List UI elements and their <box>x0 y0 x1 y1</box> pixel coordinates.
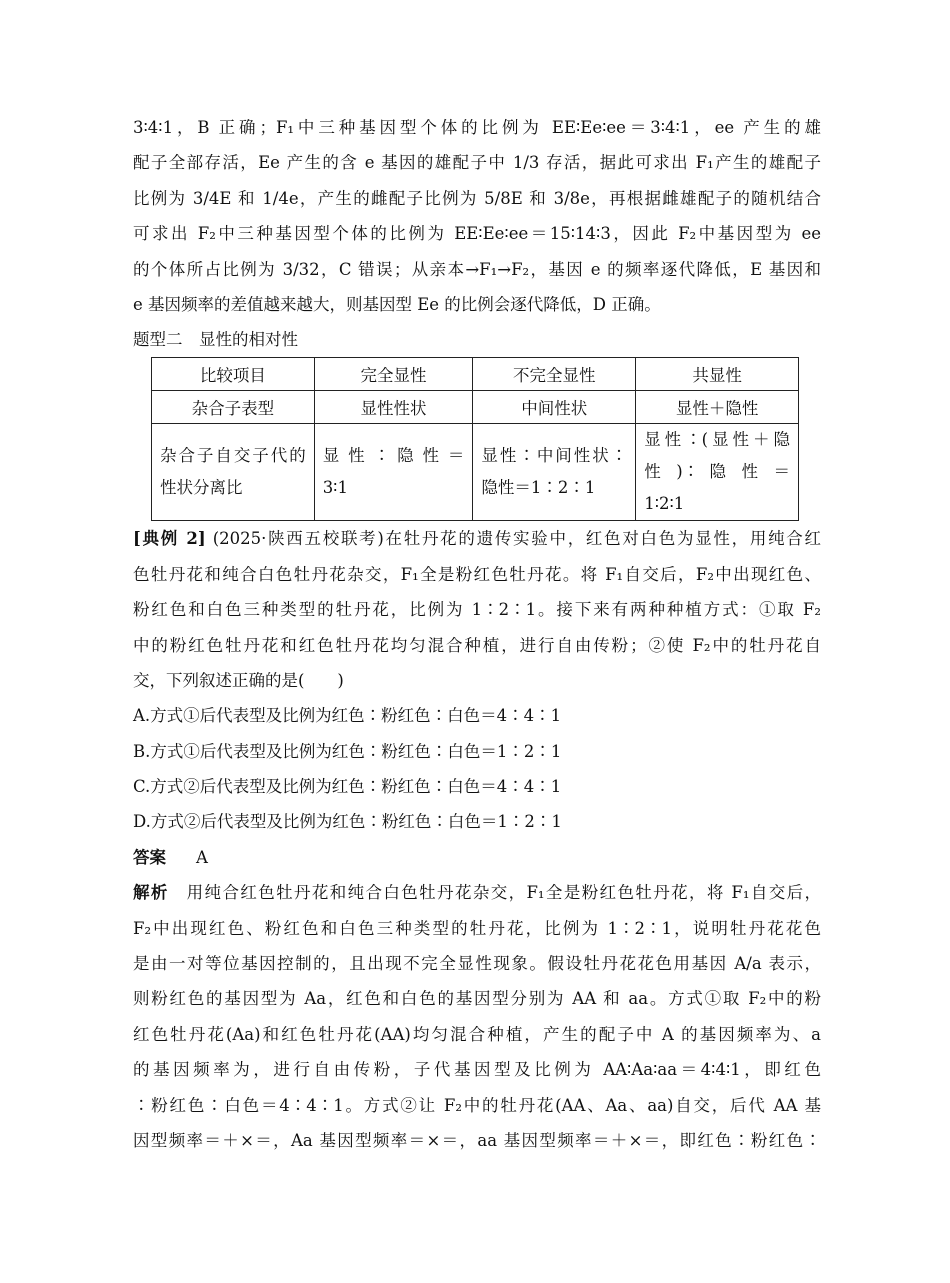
options-list <box>133 698 821 840</box>
table-cell <box>152 424 315 521</box>
table-cell <box>314 424 473 521</box>
text-line: 色牡丹花和纯合白色牡丹花杂交，F₁全是粉红色牡丹花。将 F₁自交后，F₂中出现红色、 <box>133 564 821 584</box>
paragraph-continuation <box>133 110 821 322</box>
example-question <box>133 521 821 698</box>
text-line: 的基因频率为，进行自由传粉，子代基因型及比例为 AA∶Aa∶aa＝4∶4∶1，即红色 <box>133 1060 821 1080</box>
table-cell: 中间性状 <box>473 391 636 424</box>
text-line: 的个体所占比例为 3/32，C 错误；从亲本→F₁→F₂，基因 e 的频率逐代降低，E 基因和 <box>133 259 821 279</box>
text-line: 是由一对等位基因控制的，且出现不完全显性现象。假设牡丹花花色用基因 A/a 表示， <box>133 954 821 974</box>
text-line: ∶粉红色∶白色＝4∶4∶1。方式②让 F₂中的牡丹花(AA、Aa、aa)自交，后代 AA 基 <box>133 1095 821 1115</box>
cell-line: 显性∶(显性＋隐 <box>644 430 790 450</box>
document-page <box>133 110 821 1158</box>
table-header-cell: 比较项目 <box>152 358 315 391</box>
table-cell: 显性性状 <box>314 391 473 424</box>
cell-line: 隐性＝1∶2∶1 <box>481 478 596 498</box>
cell-line: 显 性 ∶ 隐 性 ＝ <box>322 446 465 466</box>
table-header-cell: 不完全显性 <box>473 358 636 391</box>
cell-line: 性状分离比 <box>160 478 243 498</box>
cell-line: 性 )∶ 隐 性 ＝ <box>644 462 790 482</box>
text-line: 则粉红色的基因型为 Aa，红色和白色的基因型分别为 AA 和 aa。方式①取 F₂中的粉 <box>133 989 821 1009</box>
table-cell <box>636 424 799 521</box>
table-row <box>152 424 799 521</box>
option-d: D.方式②后代表型及比例为红色∶粉红色∶白色＝1∶2∶1 <box>133 812 562 832</box>
text-line <box>133 521 821 556</box>
cell-line: 1∶2∶1 <box>644 494 685 514</box>
comparison-table <box>151 357 799 521</box>
answer-line <box>133 840 821 875</box>
option-b: B.方式①后代表型及比例为红色∶粉红色∶白色＝1∶2∶1 <box>133 741 562 761</box>
text-line: 比例为 3/4E 和 1/4e，产生的雌配子比例为 5/8E 和 3/8e，再根据雌雄配子的随机结合 <box>133 188 821 208</box>
text-line <box>133 875 821 910</box>
section-title: 题型二 显性的相对性 <box>133 330 298 350</box>
analysis-text: 用纯合红色牡丹花和纯合白色牡丹花杂交，F₁全是粉红色牡丹花，将 F₁自交后， <box>186 883 822 903</box>
table-cell: 杂合子表型 <box>152 391 315 424</box>
table-header-cell: 共显性 <box>636 358 799 391</box>
answer-value: A <box>196 847 208 867</box>
analysis-label: 解析 <box>133 883 169 903</box>
example-text: (2025·陕西五校联考)在牡丹花的遗传实验中，红色对白色为显性，用纯合红 <box>212 529 821 549</box>
analysis <box>133 875 821 1158</box>
table-row <box>152 391 799 424</box>
table-cell: 显性＋隐性 <box>636 391 799 424</box>
example-tag: [典例 2] <box>133 529 206 549</box>
answer-label: 答案 <box>133 847 166 867</box>
text-line: e 基因频率的差值越来越大，则基因型 Ee 的比例会逐代降低，D 正确。 <box>133 294 661 314</box>
table-header-row <box>152 358 799 391</box>
text-line: 交，下列叙述正确的是( ) <box>133 670 344 690</box>
text-line: 因型频率＝＋×＝，Aa 基因型频率＝×＝，aa 基因型频率＝＋×＝，即红色∶粉红色∶ <box>133 1130 821 1150</box>
cell-line: 显性∶中间性状∶ <box>481 446 628 466</box>
text-line: 3∶4∶1，B 正确；F₁中三种基因型个体的比例为 EE∶Ee∶ee＝3∶4∶1，ee 产生的雄 <box>133 118 821 137</box>
text-line: F₂中出现红色、粉红色和白色三种类型的牡丹花，比例为 1∶2∶1，说明牡丹花花色 <box>133 918 821 938</box>
table-cell <box>473 424 636 521</box>
cell-line: 3∶1 <box>322 478 348 498</box>
text-line: 粉红色和白色三种类型的牡丹花，比例为 1∶2∶1。接下来有两种种植方式：①取 F₂ <box>133 600 821 620</box>
option-a: A.方式①后代表型及比例为红色∶粉红色∶白色＝4∶4∶1 <box>133 706 562 726</box>
option-c: C.方式②后代表型及比例为红色∶粉红色∶白色＝4∶4∶1 <box>133 777 562 797</box>
text-line: 可求出 F₂中三种基因型个体的比例为 EE∶Ee∶ee＝15∶14∶3，因此 F₂中基因型为 ee <box>133 224 821 244</box>
text-line: 配子全部存活，Ee 产生的含 e 基因的雄配子中 1/3 存活，据此可求出 F₁产生的雄配子 <box>133 153 821 173</box>
cell-line: 杂合子自交子代的 <box>160 446 306 466</box>
text-line: 红色牡丹花(Aa)和红色牡丹花(AA)均匀混合种植，产生的配子中 A 的基因频率为、a <box>133 1024 821 1044</box>
text-line: 中的粉红色牡丹花和红色牡丹花均匀混合种植，进行自由传粉；②使 F₂中的牡丹花自 <box>133 635 821 655</box>
table-header-cell: 完全显性 <box>314 358 473 391</box>
